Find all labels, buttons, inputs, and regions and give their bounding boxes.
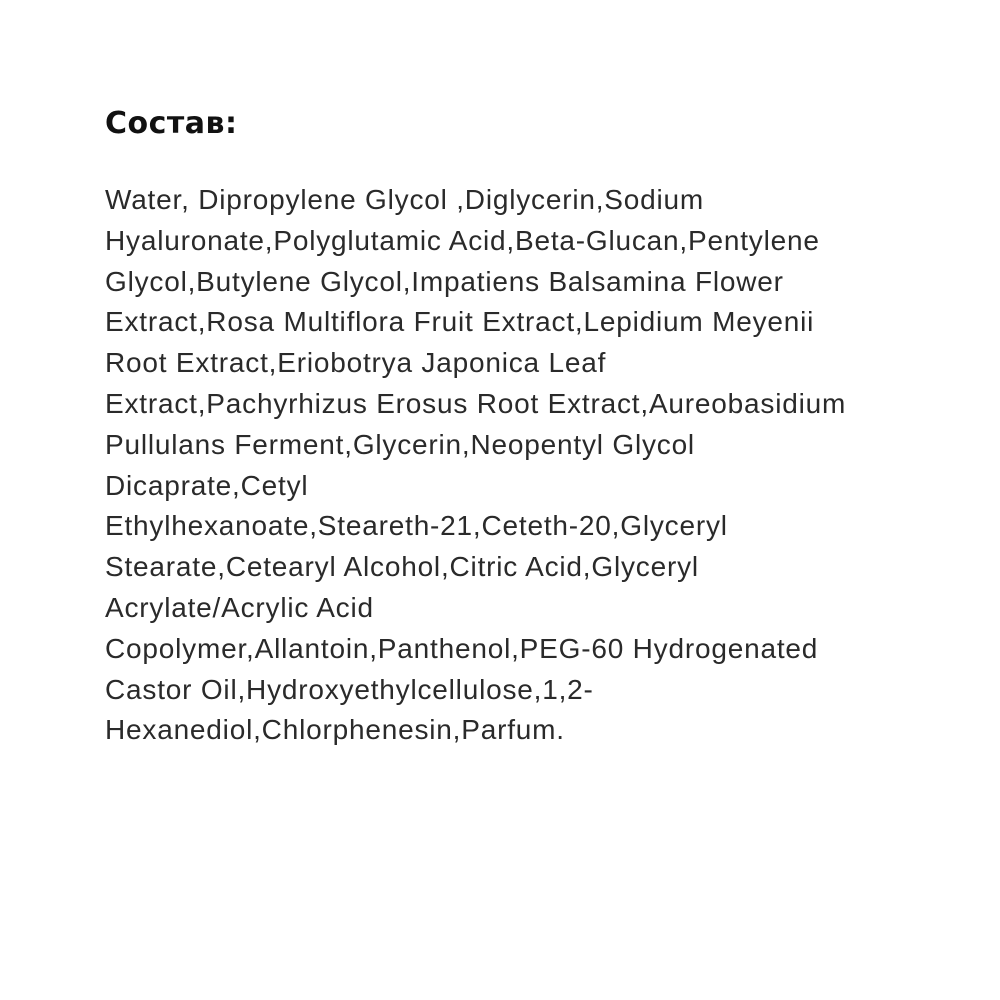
ingredient-line: Water, Dipropylene Glycol ,Diglycerin,Sodium: [105, 184, 705, 215]
ingredient-line: Root Extract,Eriobotrya Japonica Leaf: [105, 347, 607, 379]
ingredient-line: Dicaprate,Cetyl: [105, 469, 309, 501]
ingredient-line: Stearate,Cetearyl Alcohol,Citric Acid,Glyceryl: [105, 551, 699, 583]
ingredient-line: Copolymer,Allantoin,Panthenol,PEG-60 Hydrogenated: [105, 632, 819, 664]
ingredient-line: Pullulans Ferment,Glycerin,Neopentyl Glycol: [105, 428, 695, 460]
composition-heading: Состав:: [105, 106, 238, 141]
ingredient-line: Acrylate/Acrylic Acid: [105, 591, 374, 623]
ingredient-line: Hexanediol,Chlorphenesin,Parfum.: [105, 714, 565, 746]
ingredient-line: Hyaluronate,Polyglutamic Acid,Beta-Glucan,Pentylene: [105, 224, 820, 256]
ingredient-line: Extract,Rosa Multiflora Fruit Extract,Lepidium Meyenii: [105, 306, 815, 338]
ingredient-line: Castor Oil,Hydroxyethylcellulose,1,2-: [105, 673, 594, 705]
ingredients-text: [105, 180, 935, 751]
ingredient-line: Glycol,Butylene Glycol,Impatiens Balsamina Flower: [105, 265, 784, 297]
ingredient-line: Ethylhexanoate,Steareth-21,Ceteth-20,Glyceryl: [105, 510, 728, 542]
ingredient-line: Extract,Pachyrhizus Erosus Root Extract,Aureobasidium: [105, 387, 847, 419]
